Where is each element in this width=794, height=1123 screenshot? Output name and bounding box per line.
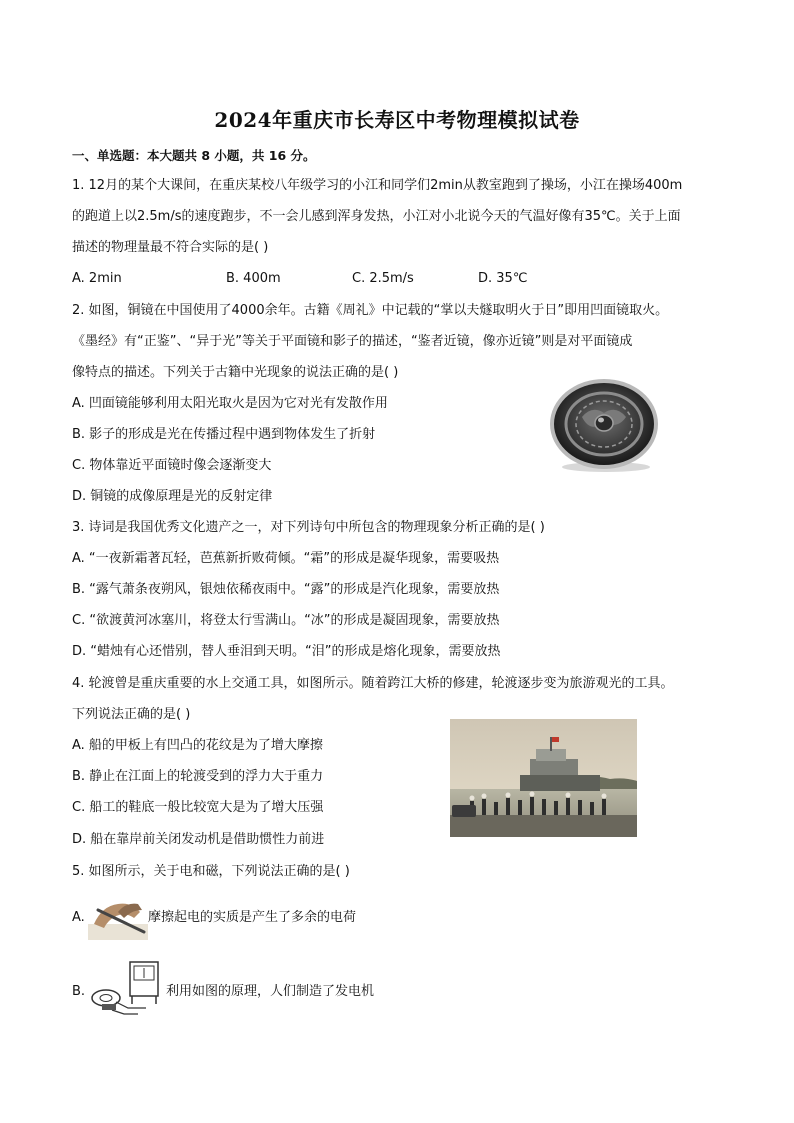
q3-option-a: A. “一夜新霜著瓦轻，芭蕉新折败荷倾。“霜”的形成是凝华现象，需要吸热 <box>72 551 500 566</box>
q5-option-b-label: B. <box>72 984 86 999</box>
q3-option-d: D. “蜡烛有心还惜别，替人垂泪到天明。“泪”的形成是熔化现象，需要放热 <box>72 644 501 659</box>
q2-line-1: 2. 如图，铜镜在中国使用了4000余年。古籍《周礼》中记载的“掌以夫燧取明火于日”即用凹面镜取火。 <box>72 303 669 318</box>
q1-line-3: 描述的物理量最不符合实际的是( ) <box>72 240 269 255</box>
q2-option-c: C. 物体靠近平面镜时像会逐渐变大 <box>72 458 272 473</box>
q4-option-b: B. 静止在江面上的轮渡受到的浮力大于重力 <box>72 769 324 784</box>
q5-option-a-label: A. <box>72 910 85 925</box>
q5-line-1: 5. 如图所示，关于电和磁，下列说法正确的是( ) <box>72 864 350 879</box>
q2-line-2: 《墨经》有“正鉴”、“异于光”等关于平面镜和影子的描述，“鉴者近镜，像亦近镜”则是对平面镜成 <box>72 334 633 349</box>
q1-option-c: C. 2.5m/s <box>352 271 414 286</box>
q3-line-1: 3. 诗词是我国优秀文化遗产之一，对下列诗句中所包含的物理现象分析正确的是( ) <box>72 520 545 535</box>
q1-option-d: D. 35℃ <box>478 271 528 286</box>
q2-line-3: 像特点的描述。下列关于古籍中光现象的说法正确的是( ) <box>72 365 399 380</box>
ferry-photo <box>450 719 637 837</box>
q2-option-a: A. 凹面镜能够利用太阳光取火是因为它对光有发散作用 <box>72 396 388 411</box>
section-heading: 一、单选题：本大题共 8 小题，共 16 分。 <box>72 148 316 163</box>
q3-option-b: B. “露气萧条夜朔风，银烛依稀夜雨中。“露”的形成是汽化现象，需要放热 <box>72 582 500 597</box>
q4-option-c: C. 船工的鞋底一般比较宽大是为了增大压强 <box>72 800 324 815</box>
q5-option-b-text: 利用如图的原理，人们制造了发电机 <box>166 984 375 999</box>
q1-option-a: A. 2min <box>72 271 122 286</box>
q1-option-b: B. 400m <box>226 271 281 286</box>
rubbing-rod-illustration <box>88 894 148 940</box>
q4-line-2: 下列说法正确的是( ) <box>72 707 191 722</box>
q2-option-d: D. 铜镜的成像原理是光的反射定律 <box>72 489 273 504</box>
q4-option-a: A. 船的甲板上有凹凸的花纹是为了增大摩擦 <box>72 738 323 753</box>
q1-line-1: 1. 12月的某个大课间，在重庆某校八年级学习的小江和同学们2min从教室跑到了操场，小江在操场400m <box>72 178 683 193</box>
q4-option-d: D. 船在靠岸前关闭发动机是借助惯性力前进 <box>72 832 325 847</box>
q3-option-c: C. “欲渡黄河冰塞川，将登太行雪满山。“冰”的形成是凝固现象，需要放热 <box>72 613 500 628</box>
q4-line-1: 4. 轮渡曾是重庆重要的水上交通工具，如图所示。随着跨江大桥的修建，轮渡逐步变为旅游观光的工具。 <box>72 676 674 691</box>
q2-option-b: B. 影子的形成是光在传播过程中遇到物体发生了折射 <box>72 427 376 442</box>
q1-line-2: 的跑道上以2.5m/s的速度跑步，不一会儿感到浑身发热，小江对小北说今天的气温好像有35℃。关于上面 <box>72 209 681 224</box>
generator-principle-illustration <box>88 958 162 1020</box>
bronze-mirror-image <box>548 377 660 473</box>
page-title: 2024年重庆市长寿区中考物理模拟试卷 <box>214 108 580 132</box>
q5-option-a-text: 摩擦起电的实质是产生了多余的电荷 <box>148 910 357 925</box>
